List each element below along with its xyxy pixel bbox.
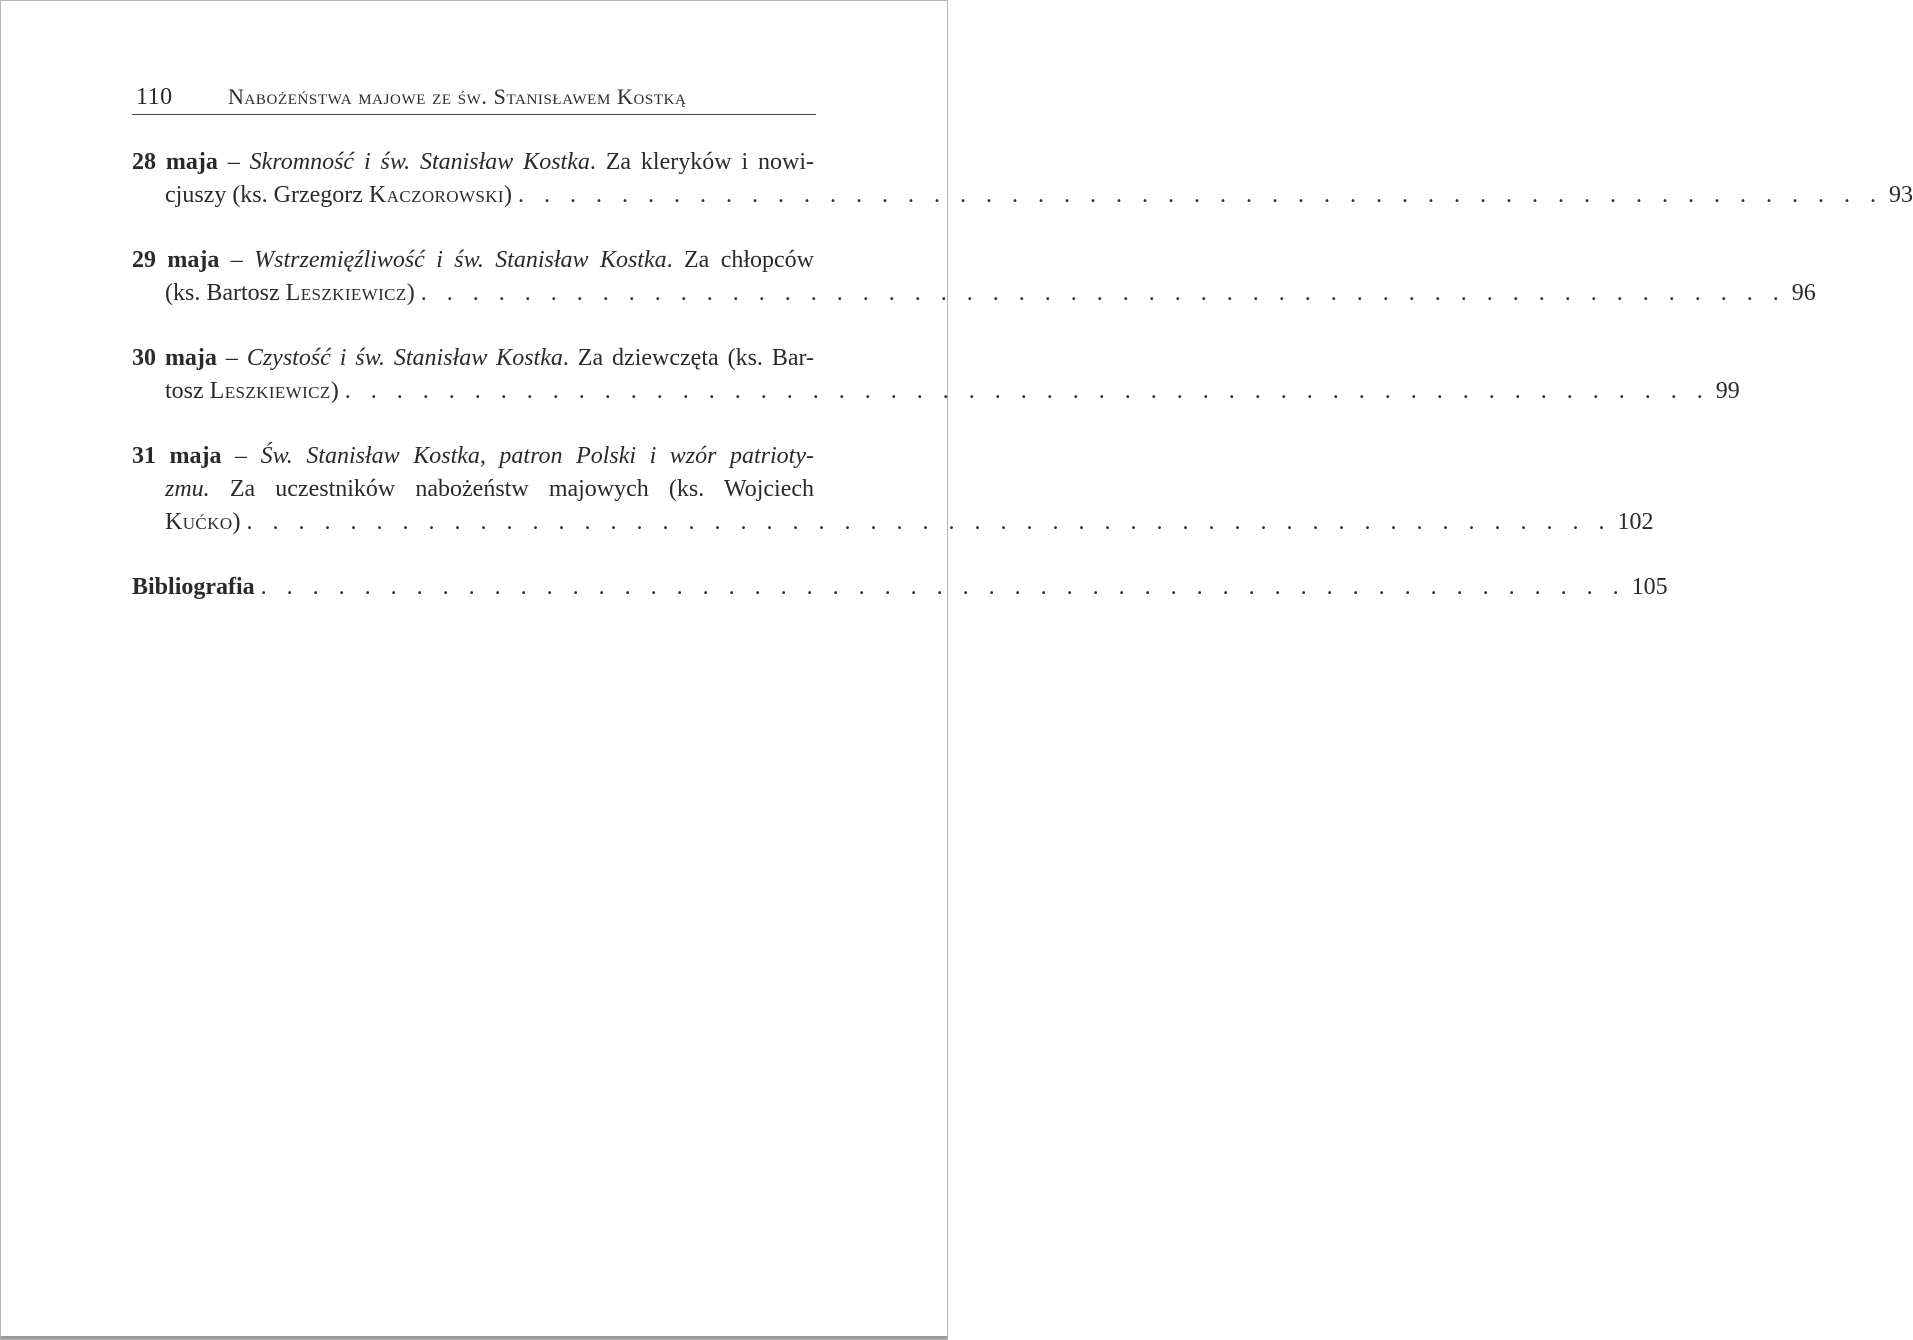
entry-day: 31 maja (132, 443, 222, 469)
entry-page-number: 99 (1715, 378, 1740, 404)
toc-entry-line (132, 506, 1654, 539)
entry-text: . Za kleryków i nowi- (589, 149, 815, 175)
toc-entry-line (132, 179, 1913, 212)
entry-topic: Wstrzemięźliwość i św. Stanisław Kostka (254, 247, 667, 273)
toc-entry-30-maja[interactable] (132, 342, 1740, 408)
entry-topic: zmu. (165, 476, 210, 502)
toc-entry-line (132, 473, 814, 506)
running-header (132, 82, 816, 115)
entry-topic: Skromność i św. Stanisław Kostka (249, 149, 590, 175)
dot-leader: . . . . . . . . . . . . . . . . . . . . . . . . . . . . . . . . . . . . . . . . . . . . . . . . . . . . . (260, 574, 1626, 600)
entry-day: 29 maja (132, 247, 220, 273)
entry-page-number: 96 (1791, 280, 1816, 306)
entry-dash: – (221, 443, 261, 469)
page-number: 110 (136, 84, 173, 110)
entry-text: ) (406, 280, 415, 306)
table-of-contents (132, 146, 1913, 636)
entry-page-number: 93 (1889, 182, 1913, 208)
toc-entry-line (132, 342, 814, 375)
toc-entry-line (132, 440, 814, 473)
entry-dash: – (216, 345, 247, 371)
toc-entry-line (132, 375, 1740, 408)
toc-entry-line (132, 571, 1668, 604)
running-title: Nabożeństwa majowe ze św. Stanisławem Kostką (228, 84, 687, 109)
entry-text: (ks. Bartosz (165, 280, 286, 306)
author-surname: Kućko (165, 509, 233, 535)
toc-entry-line (132, 277, 1816, 310)
entry-text: . Za chłopców (666, 247, 815, 273)
dot-leader: . . . . . . . . . . . . . . . . . . . . . . . . . . . . . . . . . . . . . . . . . . . . . . . . . . . . . (246, 509, 1612, 535)
entry-text: cjuszy (ks. Grzegorz (165, 182, 369, 208)
dot-leader: . . . . . . . . . . . . . . . . . . . . . . . . . . . . . . . . . . . . . . . . . . . . . . . . . . . . . (518, 182, 1883, 208)
toc-entry-bibliography[interactable] (132, 571, 1668, 604)
entry-text: tosz (165, 378, 210, 404)
entry-page-number: 105 (1631, 574, 1668, 600)
author-surname: Leszkiewicz (285, 280, 407, 306)
entry-text: ) (232, 509, 241, 535)
author-surname: Leszkiewicz (209, 378, 331, 404)
author-surname: Kaczorowski (368, 182, 504, 208)
entry-text: . Za dziewczęta (ks. Bar- (562, 345, 815, 371)
entry-text: ) (330, 378, 339, 404)
dot-leader: . . . . . . . . . . . . . . . . . . . . . . . . . . . . . . . . . . . . . . . . . . . . . . . . . . . . . (344, 378, 1710, 404)
entry-topic: Św. Stanisław Kostka, patron Polski i wzór patrioty- (260, 443, 814, 469)
entry-day: 28 maja (132, 149, 218, 175)
toc-entry-line (132, 146, 814, 179)
entry-day: 30 maja (132, 345, 217, 371)
entry-dash: – (217, 149, 250, 175)
bibliography-label: Bibliografia (132, 574, 255, 600)
entry-dash: – (219, 247, 255, 273)
toc-entry-28-maja[interactable] (132, 146, 1913, 212)
toc-entry-line (132, 244, 814, 277)
entry-text: Za uczestników nabożeństw majowych (ks. Wojciech (209, 476, 814, 502)
dot-leader: . . . . . . . . . . . . . . . . . . . . . . . . . . . . . . . . . . . . . . . . . . . . . . . . . . . . . (420, 280, 1786, 306)
entry-page-number: 102 (1617, 509, 1654, 535)
toc-entry-31-maja[interactable] (132, 440, 1654, 539)
entry-text: ) (504, 182, 512, 208)
toc-entry-29-maja[interactable] (132, 244, 1816, 310)
entry-topic: Czystość i św. Stanisław Kostka (246, 345, 563, 371)
